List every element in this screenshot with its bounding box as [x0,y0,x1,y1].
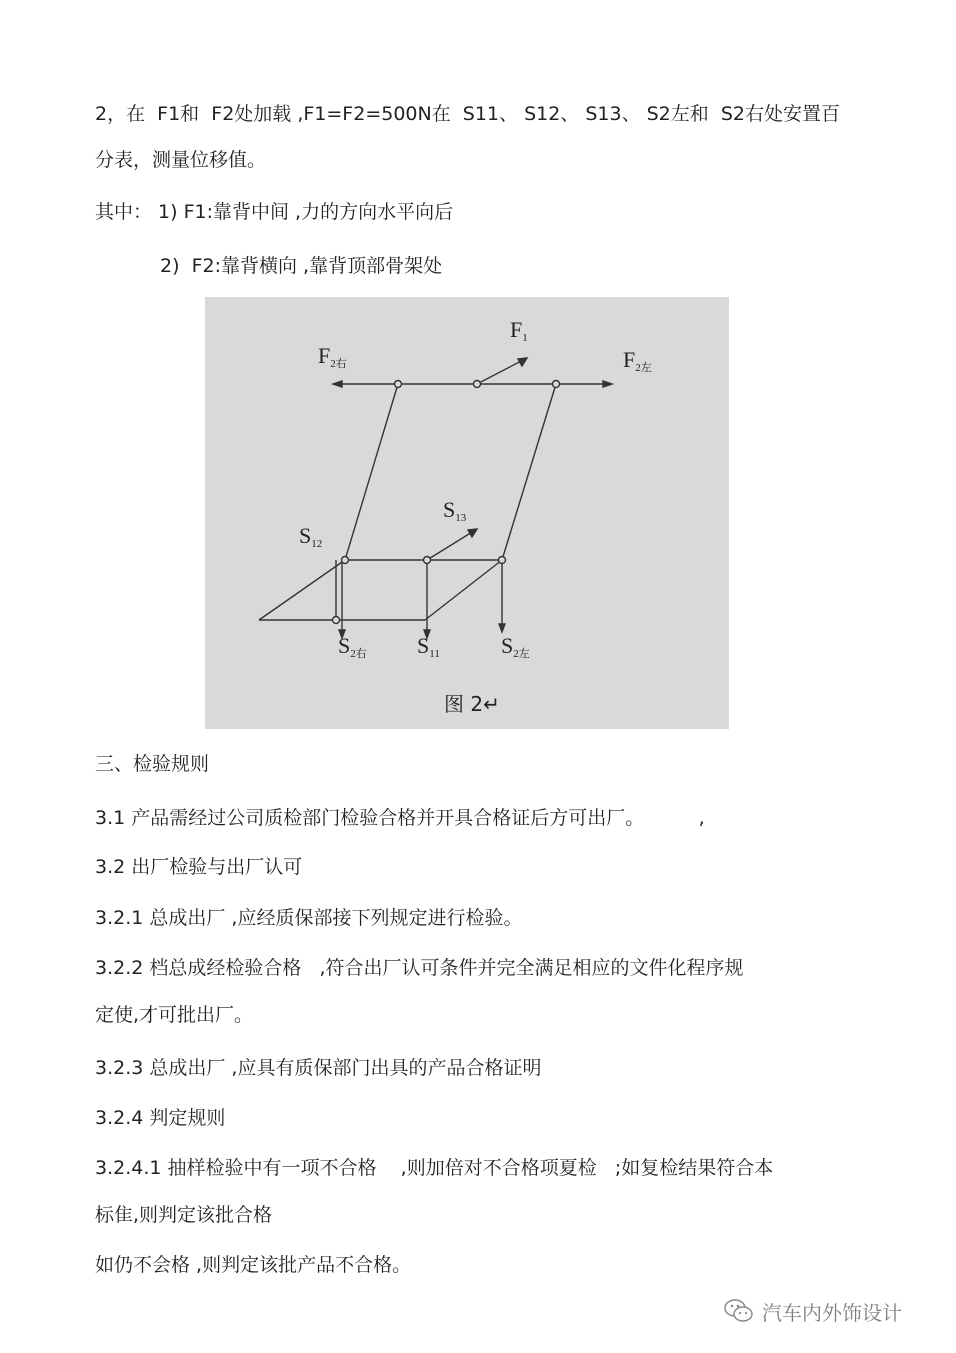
figure-2 [205,297,729,729]
figure-caption: 图 2↵ [444,692,500,716]
watermark-text: 汽车内外饰设计 [762,1300,902,1325]
left-leg [345,384,398,560]
section-3-1: 3.1 产品需经过公司质检部门检验合格并开具合格证后方可出厂。 , [95,807,705,829]
section-3-title: 三、检验规则 [95,753,210,775]
right-leg [502,384,556,560]
label-f2-left: F2左 [623,347,652,374]
label-f2-right: F2右 [318,343,347,370]
note-1: 其中： 1) F1:靠背中间 ,力的方向水平向后 [95,201,454,223]
load-diagram [205,297,729,729]
paragraph-2-line-2: 分表，测量位移值。 [95,149,267,171]
section-3-2-4-1-line-1: 3.2.4.1 抽样检验中有一项不合格 ,则加倍对不合格项夏检 ;如复检结果符合本 [95,1157,774,1179]
label-s11: S11 [417,633,440,660]
watermark [724,1296,902,1326]
arrow-left [333,381,342,387]
section-3-2-4: 3.2.4 判定规则 [95,1107,226,1129]
base-right-diagonal [425,560,502,620]
label-s2-right: S2右 [338,633,367,660]
section-3-2-3: 3.2.3 总成出厂 ,应具有质保部门出具的产品合格证明 [95,1057,542,1079]
base-left-diagonal [259,560,345,620]
note-2: 2) F2:靠背横向 ,靠背顶部骨架处 [160,255,443,277]
paragraph-2-line-1: 2，在 F1和 F2处加载 ,F1=F2=500N在 S11、 S12、 S13、 S2左和 S2右处安置百 [95,103,840,125]
label-s2-left: S2左 [501,633,530,660]
section-3-2: 3.2 出厂检验与出厂认可 [95,856,303,878]
arrow-right [603,381,612,387]
section-3-2-1: 3.2.1 总成出厂 ,应经质保部接下列规定进行检验。 [95,907,523,929]
section-3-2-2-line-2: 定使,才可批出厂。 [95,1004,254,1026]
label-s12: S12 [299,523,323,550]
section-3-2-4-1-line-2: 标隹,则判定该批合格 [95,1204,273,1226]
label-f1: F1 [510,317,528,344]
wechat-icon [724,1298,754,1324]
section-3-2-4-1-line-3: 如仍不会格 ,则判定该批产品不合格。 [95,1254,412,1276]
section-3-2-2-line-1: 3.2.2 档总成经检验合格 ,符合出厂认可条件并完全满足相应的文件化程序规 [95,957,744,979]
label-s13: S13 [443,497,467,524]
